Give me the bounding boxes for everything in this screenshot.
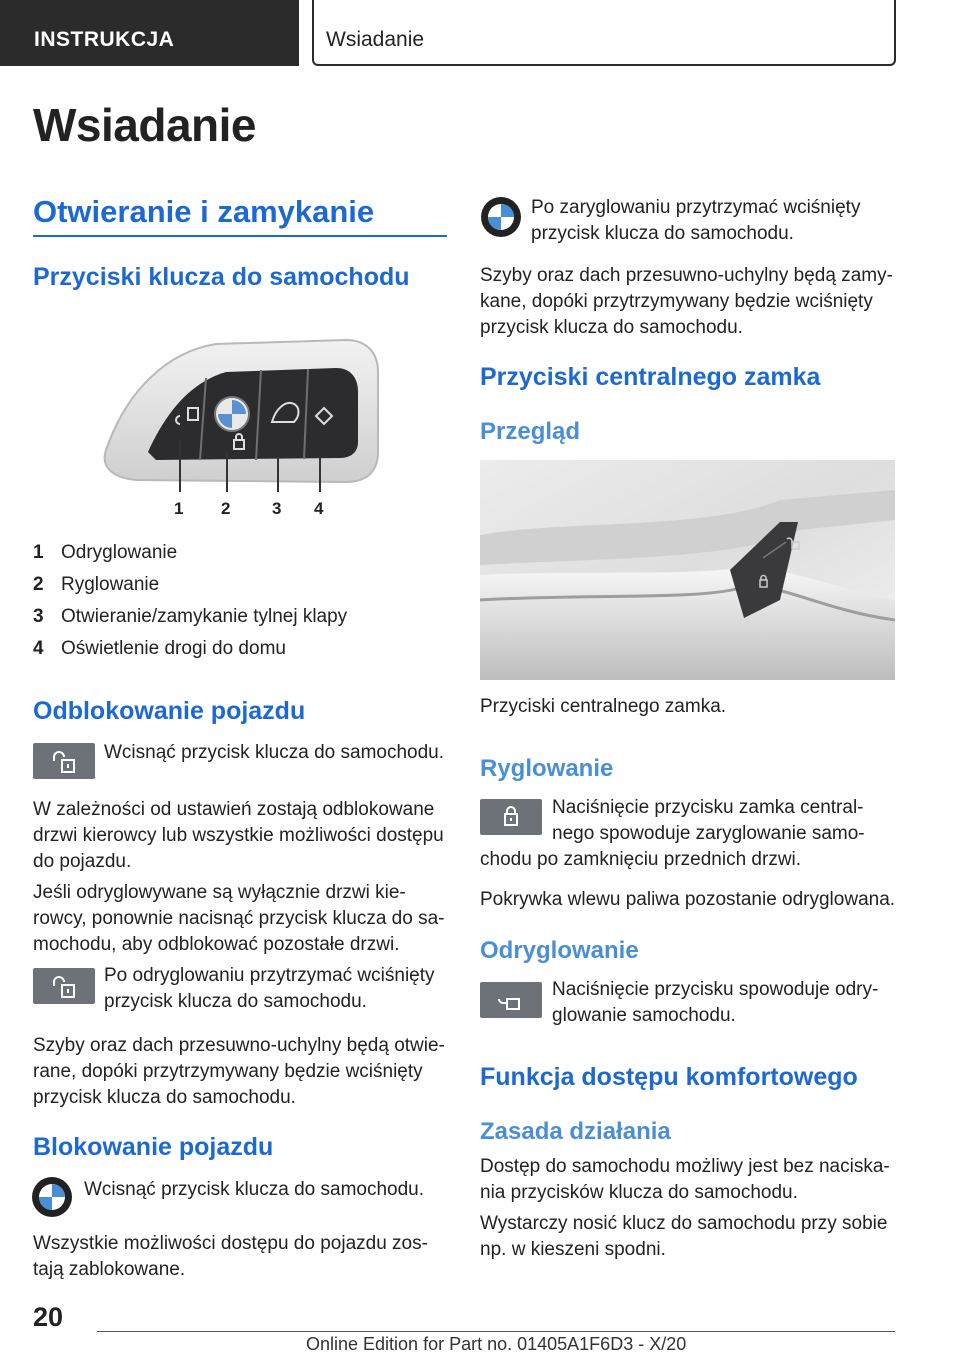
paragraph-line: mochodu, aby odblokować pozostałe drzwi.: [33, 934, 400, 955]
key-fob-illustration: [96, 332, 396, 524]
list-item-number: 2: [33, 574, 44, 595]
list-item-number: 3: [33, 606, 44, 627]
paragraph-line: rowcy, ponownie nacisnąć przycisk klucza do sa-: [33, 908, 445, 929]
paragraph-line: Szyby oraz dach przesuwno-uchylny będą otwie-: [33, 1035, 445, 1056]
unlock-button-icon: [33, 968, 95, 1004]
paragraph-line: kane, dopóki przytrzymywany będzie wciśnięty: [480, 291, 873, 312]
key-callout-3: 3: [272, 499, 282, 518]
header-label: INSTRUKCJA: [34, 28, 175, 51]
unlock-press-text: Wcisnąć przycisk klucza do samochodu.: [104, 742, 445, 763]
heading-key-buttons: Przyciski klucza do samochodu: [33, 263, 410, 291]
paragraph-line: np. w kieszeni spodni.: [480, 1239, 666, 1260]
heading-comfort-access: Funkcja dostępu komfortowego: [480, 1063, 858, 1091]
paragraph-line: W zależności od ustawień zostają odblokowane: [33, 799, 435, 820]
bmw-logo-icon: [480, 196, 522, 238]
heading-principle: Zasada działania: [480, 1118, 671, 1145]
key-callout-1: 1: [174, 499, 184, 518]
fuel-flap-note: Pokrywka wlewu paliwa pozostanie odryglowana.: [480, 889, 896, 910]
paragraph-line: Wszystkie możliwości dostępu do pojazdu zos-: [33, 1233, 428, 1254]
paragraph-line: nego spowoduje zaryglowanie samo-: [552, 823, 865, 844]
paragraph-line: przycisk klucza do samochodu.: [104, 991, 367, 1012]
paragraph-line: przycisk klucza do samochodu.: [531, 223, 794, 244]
paragraph-line: przycisk klucza do samochodu.: [480, 317, 743, 338]
heading-overview: Przegląd: [480, 418, 581, 445]
heading-unlock-vehicle: Odblokowanie pojazdu: [33, 697, 306, 725]
footer-rule: [97, 1331, 895, 1332]
list-item-text: Odryglowanie: [61, 542, 178, 563]
list-item-number: 4: [33, 638, 44, 659]
key-callout-2: 2: [221, 499, 231, 518]
central-lock-buttons-photo: [480, 460, 895, 680]
page-title: Wsiadanie: [33, 99, 257, 151]
unlock-button-icon: [33, 743, 95, 779]
photo-caption: Przyciski centralnego zamka.: [480, 696, 727, 717]
section-heading-rule: [33, 235, 447, 237]
paragraph-line: Jeśli odryglowywane są wyłącznie drzwi kie-: [33, 882, 406, 903]
paragraph-line: Po odryglowaniu przytrzymać wciśnięty: [104, 965, 435, 986]
heading-central-locking: Przyciski centralnego zamka: [480, 363, 821, 391]
list-item-text: Ryglowanie: [61, 574, 160, 595]
paragraph-line: Dostęp do samochodu możliwy jest bez naciska-: [480, 1156, 890, 1177]
list-item-number: 1: [33, 542, 44, 563]
paragraph-line: Szyby oraz dach przesuwno-uchylny będą zamy-: [480, 265, 893, 286]
paragraph-line: Wystarczy nosić klucz do samochodu przy sobie: [480, 1213, 888, 1234]
page-number: 20: [33, 1302, 64, 1332]
bmw-logo-icon: [31, 1176, 73, 1218]
list-item-text: Oświetlenie drogi do domu: [61, 638, 286, 659]
list-item-text: Otwieranie/zamykanie tylnej klapy: [61, 606, 348, 627]
heading-lock: Ryglowanie: [480, 755, 614, 782]
lock-button-icon: [480, 799, 542, 835]
lock-press-text: Wcisnąć przycisk klucza do samochodu.: [84, 1179, 425, 1200]
header-section-title: Wsiadanie: [326, 28, 425, 51]
paragraph-line: rane, dopóki przytrzymywany będzie wciśnięty: [33, 1061, 423, 1082]
paragraph-line: chodu po zamknięciu przednich drzwi.: [480, 849, 802, 870]
unlock-button-icon: [480, 982, 542, 1018]
paragraph-line: Po zaryglowaniu przytrzymać wciśnięty: [531, 197, 861, 218]
paragraph-line: glowanie samochodu.: [552, 1005, 736, 1026]
heading-unlock: Odryglowanie: [480, 937, 639, 964]
heading-lock-vehicle: Blokowanie pojazdu: [33, 1133, 274, 1161]
paragraph-line: do pojazdu.: [33, 851, 132, 872]
paragraph-line: nia przycisków klucza do samochodu.: [480, 1182, 798, 1203]
paragraph-line: tają zablokowane.: [33, 1259, 186, 1280]
section-heading-open-close: Otwieranie i zamykanie: [33, 194, 375, 229]
paragraph-line: Naciśnięcie przycisku zamka central-: [552, 797, 864, 818]
bmw-emblem-icon: [215, 397, 249, 431]
paragraph-line: przycisk klucza do samochodu.: [33, 1087, 296, 1108]
key-callout-4: 4: [314, 499, 324, 518]
paragraph-line: drzwi kierowcy lub wszystkie możliwości dostępu: [33, 825, 444, 846]
paragraph-line: Naciśnięcie przycisku spowoduje odry-: [552, 979, 879, 1000]
footer-edition-text: Online Edition for Part no. 01405A1F6D3 - X/20: [306, 1334, 687, 1354]
